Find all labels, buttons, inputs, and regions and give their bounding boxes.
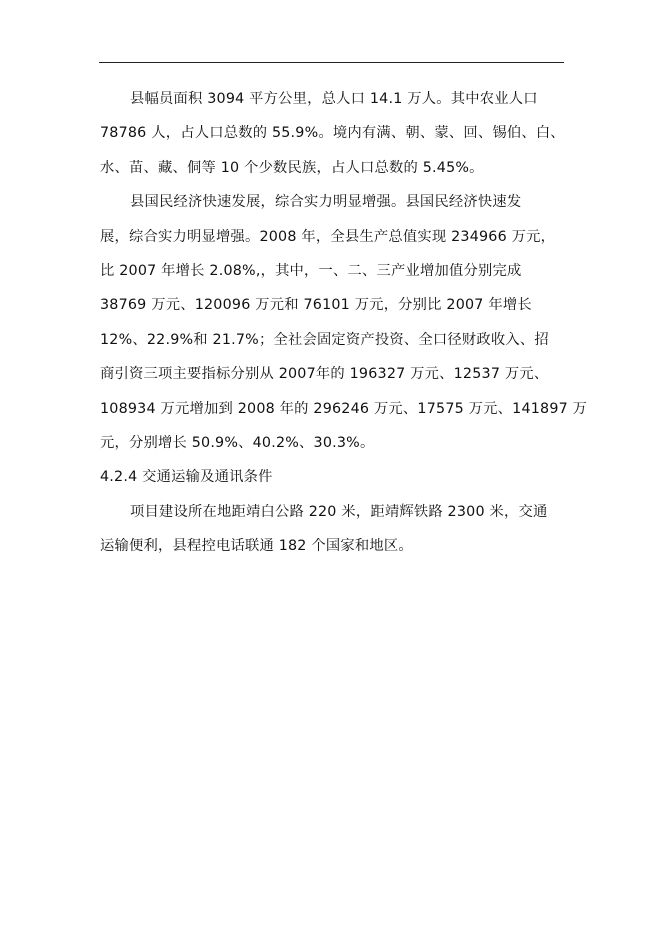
text-line: 展，综合实力明显增强。2008 年，全县生产总值实现 234966 万元， [100, 228, 556, 245]
paragraph-population [100, 82, 568, 185]
paragraph-economy [100, 185, 588, 460]
text-line: 县幅员面积 3094 平方公里，总人口 14.1 万人。其中农业人口 [130, 91, 538, 107]
text-line: 商引资三项主要指标分别从 2007年的 196327 万元、12537 万元、 [100, 366, 549, 383]
text-line: 12%、22.9%和 21.7%；全社会固定资产投资、全口径财政收入、招 [100, 331, 549, 348]
text-line: 运输便利，县程控电话联通 182 个国家和地区。 [100, 538, 413, 555]
text-line: 108934 万元增加到 2008 年的 296246 万元、17575 万元、141897 万 [100, 400, 588, 417]
section-heading: 4.2.4 交通运输及通讯条件 [100, 469, 273, 486]
text-line: 38769 万元、120096 万元和 76101 万元，分别比 2007 年增长 [100, 297, 532, 314]
text-line: 水、苗、藏、侗等 10 个少数民族，占人口总数的 5.45%。 [100, 159, 484, 176]
text-line: 元，分别增长 50.9%、40.2%、30.3%。 [100, 434, 375, 451]
header-rule [99, 62, 564, 63]
text-line: 项目建设所在地距靖白公路 220 米，距靖辉铁路 2300 米，交通 [130, 503, 548, 520]
text-line: 比 2007 年增长 2.08%,，其中，一、二、三产业增加值分别完成 [100, 262, 522, 279]
text-line: 78786 人，占人口总数的 55.9%。境内有满、朝、蒙、回、锡伯、白、 [100, 125, 565, 142]
paragraph-transport [100, 495, 568, 564]
document-body [100, 82, 588, 563]
text-line: 县国民经济快速发展，综合实力明显增强。县国民经济快速发 [130, 194, 522, 211]
